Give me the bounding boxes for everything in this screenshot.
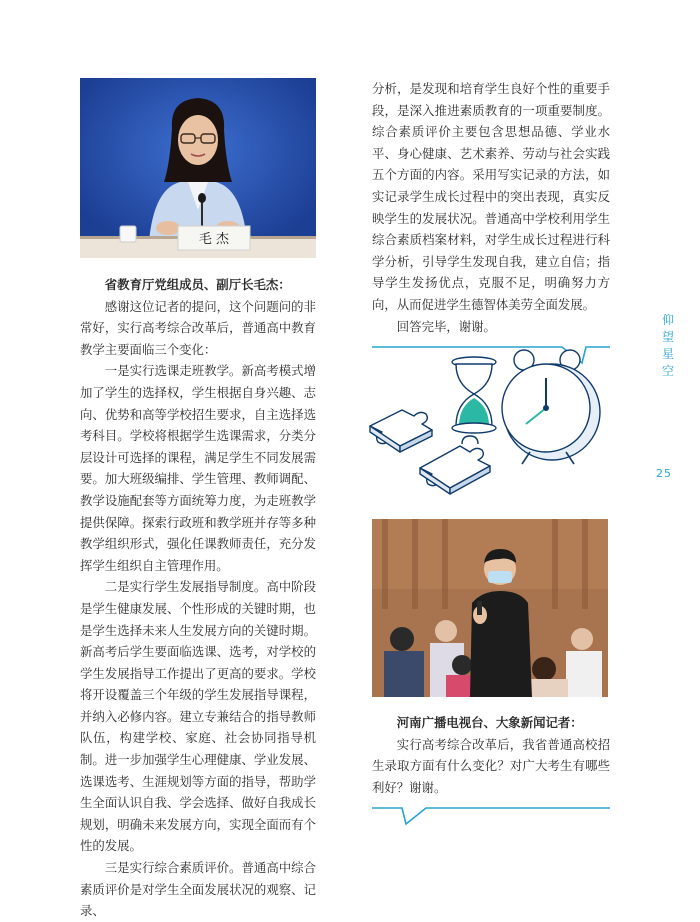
speaker-illustration <box>80 78 316 258</box>
reporter-question: 实行高考综合改革后，我省普通高校招生录取方面有什么变化？对广大考生有哪些利好？谢谢。 <box>372 736 610 795</box>
section-title: 仰望星空 <box>661 313 674 378</box>
reporter-caption: 河南广播电视台、大象新闻记者： <box>396 715 583 730</box>
nameplate-text: 毛 杰 <box>198 232 230 247</box>
left-column <box>80 78 316 922</box>
paragraph-2: 一是实行选课走班教学。新高考模式增加了学生的选择权，学生根据自身兴趣、志向、优势和高等学校招生要求，自主选择选考科目。学校将根据学生选课需求，分类分层设计可选择的课程，满足学生不同发展需要。加大班级编排、学生管理、教师调配、教学设施配套等方面统筹力度，为走班教学提供保障。探索行政班和教学班并存等多种教学组织形式，强化任课教师责任，充分发挥学生组织自主管理作用。 <box>80 363 316 573</box>
puzzle-piece-icon <box>370 410 432 452</box>
puzzle-piece-icon <box>420 436 490 494</box>
alarm-clock-icon <box>502 350 600 464</box>
hourglass-icon <box>452 357 496 433</box>
page-number: 25 <box>656 467 672 480</box>
right-column <box>372 78 610 365</box>
speaker-caption: 省教育厅党组成员、副厅长毛杰： <box>104 277 291 292</box>
paragraph-closing: 回答完毕，谢谢。 <box>396 318 496 334</box>
speaker-photo <box>80 78 316 258</box>
illustration-time-puzzle <box>362 348 608 498</box>
paragraph-4: 三是实行综合素质评价。普通高中综合素质评价是对学生全面发展状况的观察、记录、 <box>80 860 316 919</box>
reporter-illustration <box>372 519 608 697</box>
question-block <box>372 712 610 826</box>
paragraph-3: 二是实行学生发展指导制度。高中阶段是学生健康发展、个性形成的关键时期，也是学生选择未来人生发展方向的关键时期。新高考后学生要面临选课、选考，对学校的学生发展指导工作提出了更高的要求。学校将开设覆盖三个年级的学生发展指导课程，并纳入必修内容。建立专兼结合的指导教师队伍，构建学校、家庭、社会协同指导机制。进一步加强学生心理健康、学业发展、选课选考、生涯规划等方面的指导，帮助学生全面认识自我、学会选择、做好自我成长规划，明确未来发展方向，实现全面而有个性的发展。 <box>80 579 316 854</box>
reporter-photo <box>372 519 608 697</box>
bottom-divider <box>372 804 610 826</box>
paragraph-1: 感谢这位记者的提问，这个问题问的非常好，实行高考综合改革后，普通高中教育教学主要面临三个变化： <box>80 298 316 357</box>
paragraph-5: 分析，是发现和培育学生良好个性的重要手段，是深入推进素质教育的一项重要制度。综合素质评价主要包含思想品德、学业水平、身心健康、艺术素养、劳动与社会实践五个方面的内容。采用写实记录的方法，如实记录学生成长过程中的突出表现，真实反映学生的发展状况。普通高中学校利用学生综合素质档案材料，对学生成长过程进行科学分析，引导学生发现自我，建立自信；指导学生发扬优点，克服不足，明确努力方向，从而促进学生德智体美劳全面发展。 <box>372 81 610 312</box>
